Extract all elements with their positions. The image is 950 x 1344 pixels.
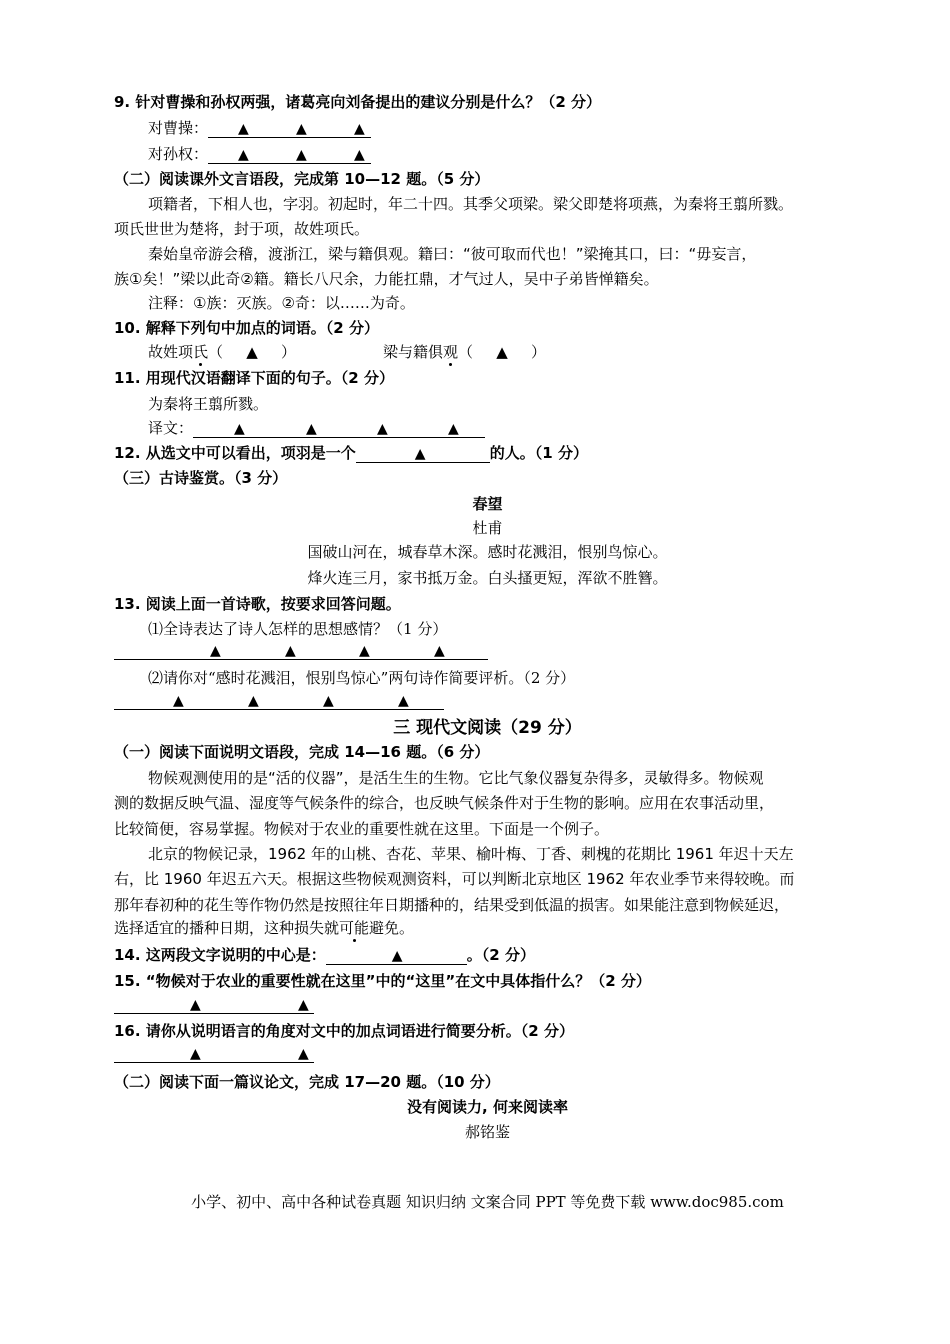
dotted-word: 氏 bbox=[193, 343, 209, 361]
question-10: 10. 解释下列句中加点的词语。（2 分） bbox=[114, 319, 379, 337]
answer-marker: ▲ bbox=[238, 121, 249, 137]
answer-marker: ▲ bbox=[296, 147, 307, 163]
section-heading-expository: （一）阅读下面说明文语段，完成 14—16 题。（6 分） bbox=[114, 743, 490, 761]
section-heading-classical: （二）阅读课外文言语段，完成第 10—12 题。（5 分） bbox=[114, 170, 490, 188]
answer-marker: ▲ bbox=[190, 1046, 201, 1062]
answer-marker: ▲ bbox=[354, 121, 365, 137]
answer-line-cao bbox=[148, 118, 371, 138]
question-11: 11. 用现代汉语翻译下面的句子。（2 分） bbox=[114, 369, 394, 387]
footer-text: 小学、初中、高中各种试卷真题 知识归纳 文案合同 PPT 等免费下载 www.doc985.com bbox=[191, 1193, 784, 1211]
question-9: 9. 针对曹操和孙权两强，诸葛亮向刘备提出的建议分别是什么？（2 分） bbox=[114, 93, 602, 111]
question-14 bbox=[114, 945, 535, 965]
section-heading-poem: （三）古诗鉴赏。（3 分） bbox=[114, 469, 288, 487]
label-sun: 对孙权： bbox=[148, 145, 209, 163]
answer-marker: ▲ bbox=[359, 643, 370, 659]
q11-translation-line bbox=[148, 418, 485, 438]
q13-sub2: ⑵请你对“感时花溅泪，恨别鸟惊心”两句诗作简要评析。（2 分） bbox=[148, 669, 576, 687]
answer-blank[interactable] bbox=[193, 420, 485, 438]
passage-line: 物候观测使用的是“活的仪器”，是活生生的生物。它比气象仪器复杂得多，灵敏得多。物候观 bbox=[148, 769, 764, 787]
q10-item-1 bbox=[148, 342, 296, 362]
paren-open: （ bbox=[458, 343, 474, 361]
q12-prefix: 12. 从选文中可以看出，项羽是一个 bbox=[114, 444, 356, 462]
answer-marker: ▲ bbox=[306, 421, 317, 437]
question-13: 13. 阅读上面一首诗歌，按要求回答问题。 bbox=[114, 595, 401, 613]
poem-line: 国破山河在，城春草木深。感时花溅泪，恨别鸟惊心。 bbox=[307, 543, 668, 561]
answer-blank[interactable] bbox=[326, 947, 467, 965]
answer-marker: ▲ bbox=[190, 997, 201, 1013]
passage-line bbox=[114, 918, 414, 938]
translation-label: 译文： bbox=[148, 419, 194, 437]
answer-marker: ▲ bbox=[377, 421, 388, 437]
passage-line: 比较简便，容易掌握。物候对于农业的重要性就在这里。下面是一个例子。 bbox=[114, 820, 610, 838]
answer-marker: ▲ bbox=[323, 693, 334, 709]
answer-marker: ▲ bbox=[354, 147, 365, 163]
answer-marker: ▲ bbox=[391, 948, 403, 964]
poem-line: 烽火连三月，家书抵万金。白头搔更短，浑欲不胜簪。 bbox=[307, 569, 668, 587]
poem-title: 春望 bbox=[472, 495, 503, 513]
passage-line: 北京的物候记录，1962 年的山桃、杏花、苹果、榆叶梅、丁香、刺槐的花期比 1961 年迟十天左 bbox=[148, 845, 794, 863]
paren-open: （ bbox=[208, 343, 224, 361]
passage-text: 避免。 bbox=[369, 919, 415, 937]
dotted-word: 观 bbox=[443, 343, 459, 361]
answer-marker: ▲ bbox=[248, 693, 259, 709]
answer-marker: ▲ bbox=[414, 446, 426, 462]
q11-sentence: 为秦将王翦所戮。 bbox=[148, 395, 269, 413]
answer-blank[interactable] bbox=[356, 445, 490, 463]
paren-close: ） bbox=[531, 343, 547, 361]
answer-blank[interactable] bbox=[208, 120, 371, 138]
answer-marker[interactable]: ▲ bbox=[496, 343, 508, 361]
answer-line-sun bbox=[148, 144, 371, 164]
question-15: 15. “物候对于农业的重要性就在这里”中的“这里”在文中具体指什么？（2 分） bbox=[114, 972, 651, 990]
answer-line[interactable] bbox=[114, 659, 488, 660]
answer-marker: ▲ bbox=[298, 997, 309, 1013]
answer-marker: ▲ bbox=[398, 693, 409, 709]
answer-marker: ▲ bbox=[434, 643, 445, 659]
answer-marker: ▲ bbox=[296, 121, 307, 137]
answer-marker[interactable]: ▲ bbox=[246, 343, 258, 361]
passage-line: 项籍者，下相人也，字羽。初起时，年二十四。其季父项梁。梁父即楚将项燕，为秦将王翦所戮。 bbox=[148, 195, 794, 213]
answer-marker: ▲ bbox=[285, 643, 296, 659]
answer-marker: ▲ bbox=[173, 693, 184, 709]
answer-marker: ▲ bbox=[234, 421, 245, 437]
q14-prefix: 14. 这两段文字说明的中心是： bbox=[114, 946, 326, 964]
section-heading-essay: （二）阅读下面一篇议论文，完成 17—20 题。（10 分） bbox=[114, 1073, 500, 1091]
essay-author: 郝铭鉴 bbox=[464, 1123, 510, 1141]
q10-item-2 bbox=[383, 342, 546, 362]
poem-author: 杜甫 bbox=[472, 519, 503, 537]
passage-line: 测的数据反映气温、湿度等气候条件的综合，也反映气候条件对于生物的影响。应用在农事活动里， bbox=[114, 794, 775, 812]
answer-blank[interactable] bbox=[208, 146, 371, 164]
essay-title: 没有阅读力, 何来阅读率 bbox=[407, 1098, 568, 1116]
answer-line[interactable] bbox=[114, 709, 444, 710]
passage-line: 项氏世世为楚将，封于项，故姓项氏。 bbox=[114, 220, 370, 238]
answer-marker: ▲ bbox=[238, 147, 249, 163]
answer-line[interactable] bbox=[114, 1013, 314, 1014]
passage-text: 选择适宜的播种日期，这种损失就 bbox=[114, 919, 340, 937]
answer-marker: ▲ bbox=[298, 1046, 309, 1062]
passage-line: 秦始皇帝游会稽，渡浙江，梁与籍俱观。籍曰：“彼可取而代也！”梁掩其口，曰：“毋妄言， bbox=[148, 245, 757, 263]
q10-item-text: 故姓项 bbox=[148, 343, 194, 361]
paren-close: ） bbox=[281, 343, 297, 361]
q12-suffix: 的人。（1 分） bbox=[489, 444, 588, 462]
part-title: 三 现代文阅读（29 分） bbox=[393, 718, 582, 738]
answer-marker: ▲ bbox=[448, 421, 459, 437]
question-12 bbox=[114, 443, 588, 463]
passage-line: 族①矣！”梁以此奇②籍。籍长八尺余，力能扛鼎，才气过人，吴中子弟皆惮籍矣。 bbox=[114, 270, 659, 288]
q10-item-text: 梁与籍俱 bbox=[383, 343, 444, 361]
question-16: 16. 请你从说明语言的角度对文中的加点词语进行简要分析。（2 分） bbox=[114, 1022, 574, 1040]
answer-line[interactable] bbox=[114, 1062, 314, 1063]
dotted-word: 可能 bbox=[339, 919, 370, 937]
q14-suffix: 。（2 分） bbox=[466, 946, 535, 964]
q13-sub1: ⑴全诗表达了诗人怎样的思想感情？（1 分） bbox=[148, 620, 448, 638]
passage-note: 注释：①族：灭族。②奇：以……为奇。 bbox=[148, 294, 415, 312]
passage-line: 那年春初种的花生等作物仍然是按照往年日期播种的，结果受到低温的损害。如果能注意到物候延迟， bbox=[114, 896, 790, 914]
label-cao: 对曹操： bbox=[148, 119, 209, 137]
answer-marker: ▲ bbox=[210, 643, 221, 659]
passage-line: 右，比 1960 年迟五六天。根据这些物候观测资料，可以判断北京地区 1962 年农业季节来得较晚。而 bbox=[114, 870, 795, 888]
